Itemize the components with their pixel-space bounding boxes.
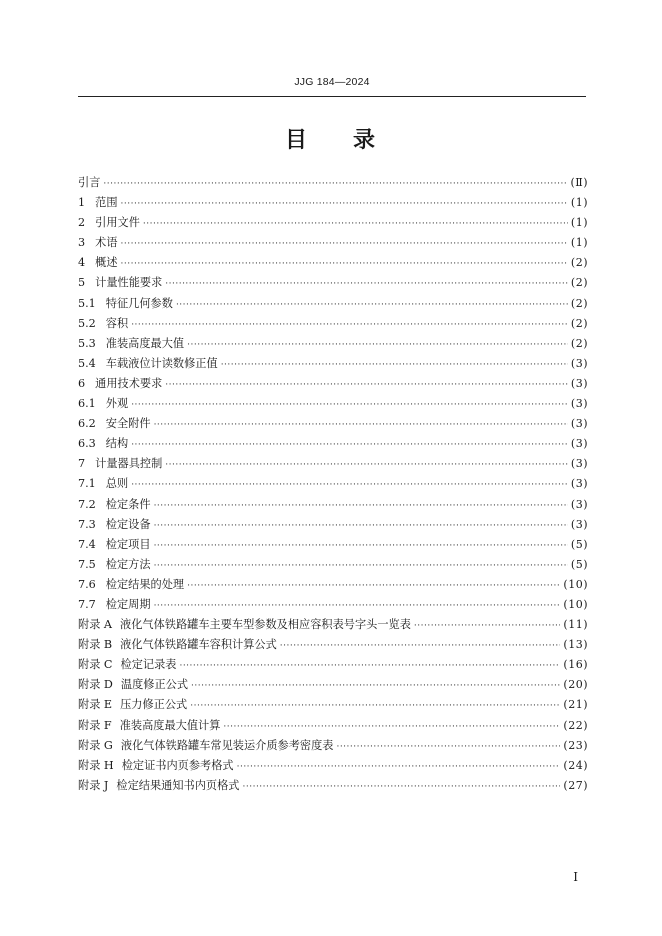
toc-entry[interactable] <box>78 273 588 293</box>
toc-dot-leader <box>131 475 568 495</box>
toc-entry[interactable] <box>78 414 588 434</box>
toc-entry-label: 检定结果通知书内页格式 <box>116 778 240 792</box>
toc-entry-label: 范围 <box>95 196 118 210</box>
toc-entry-number: 7.6 <box>78 577 96 591</box>
toc-entry-label: 液化气体铁路罐车主要车型参数及相应容积表号字头一览表 <box>120 618 411 632</box>
toc-entry[interactable] <box>78 374 588 394</box>
toc-entry-label: 引言 <box>78 176 101 189</box>
toc-entry-label: 准装高度最大值 <box>105 336 185 350</box>
toc-dot-leader <box>154 516 568 536</box>
toc-entry-page: (3) <box>570 457 588 471</box>
toc-dot-leader <box>165 375 568 395</box>
toc-entry-number: 附录 F <box>78 718 112 732</box>
toc-entry[interactable] <box>78 575 588 595</box>
title-char-2: 录 <box>353 127 378 153</box>
toc-entry-label: 结构 <box>105 437 129 451</box>
toc-entry-page: (3) <box>570 437 588 451</box>
toc-entry-label: 检定项目 <box>105 537 151 551</box>
toc-dot-leader <box>131 435 568 455</box>
toc-entry[interactable] <box>78 233 588 253</box>
toc-entry[interactable] <box>78 655 588 675</box>
toc-dot-leader <box>223 717 560 737</box>
toc-entry-number: 附录 C <box>78 658 113 672</box>
toc-entry[interactable] <box>78 294 588 314</box>
toc-entry-page: (22) <box>563 718 588 732</box>
toc-entry[interactable] <box>78 173 588 193</box>
toc-entry-page: (5) <box>570 537 588 551</box>
toc-entry[interactable] <box>78 253 588 273</box>
toc-entry-number: 5 <box>78 276 86 290</box>
toc-entry[interactable] <box>78 635 588 655</box>
toc-entry[interactable] <box>78 675 588 695</box>
toc-entry-page: (16) <box>563 658 588 672</box>
toc-entry[interactable] <box>78 615 588 635</box>
toc-dot-leader <box>143 214 568 234</box>
toc-entry-number: 6.2 <box>78 417 96 431</box>
toc-entry-page: (3) <box>570 397 588 411</box>
toc-dot-leader <box>165 274 568 294</box>
toc-entry[interactable] <box>78 314 588 334</box>
toc-entry[interactable] <box>78 595 588 615</box>
toc-entry-label: 液化气体铁路罐车常见装运介质参考密度表 <box>120 738 334 752</box>
toc-entry-label: 特征几何参数 <box>105 296 173 310</box>
toc-entry-label: 检定方法 <box>105 557 151 571</box>
toc-entry-page: (11) <box>563 618 588 632</box>
toc-dot-leader <box>280 636 561 656</box>
toc-entry[interactable] <box>78 394 588 414</box>
toc-entry-page: (21) <box>563 698 588 712</box>
toc-entry-label: 容积 <box>105 316 129 330</box>
toc-entry[interactable] <box>78 495 588 515</box>
toc-entry-label: 压力修正公式 <box>120 698 188 712</box>
toc-entry-number: 5.2 <box>78 316 96 330</box>
toc-entry-label: 液化气体铁路罐车容积计算公式 <box>120 638 277 652</box>
toc-entry-number: 7.2 <box>78 497 96 511</box>
page-title <box>0 123 662 154</box>
toc-entry-number: 7.5 <box>78 557 96 571</box>
toc-entry-page: (20) <box>563 678 588 692</box>
toc-entry-number: 5.3 <box>78 336 96 350</box>
toc-entry-page: (2) <box>570 256 588 270</box>
toc-entry-page: (10) <box>563 577 588 591</box>
toc-entry-page: (1) <box>570 196 588 210</box>
header-rule <box>78 96 586 97</box>
toc-entry-page: (3) <box>570 477 588 491</box>
toc-entry-label: 计量器具控制 <box>95 457 163 471</box>
toc-entry[interactable] <box>78 695 588 715</box>
toc-entry-page: (3) <box>570 376 588 390</box>
toc-entry-number: 5.1 <box>78 296 96 310</box>
toc-entry-label: 总则 <box>105 477 129 491</box>
toc-entry[interactable] <box>78 454 588 474</box>
toc-entry-page: (2) <box>570 336 588 350</box>
toc-dot-leader <box>190 696 560 716</box>
table-of-contents <box>78 173 588 796</box>
toc-entry-label: 术语 <box>95 236 118 250</box>
toc-dot-leader <box>131 315 568 335</box>
toc-entry-page: (3) <box>570 497 588 511</box>
toc-entry-number: 7 <box>78 457 86 471</box>
toc-entry-label: 安全附件 <box>105 417 151 431</box>
toc-entry-number: 附录 G <box>78 738 113 752</box>
toc-entry-page: (5) <box>570 557 588 571</box>
toc-dot-leader <box>121 254 568 274</box>
toc-entry[interactable] <box>78 776 588 796</box>
toc-dot-leader <box>191 676 560 696</box>
toc-entry[interactable] <box>78 756 588 776</box>
toc-entry-page: (13) <box>563 638 588 652</box>
toc-dot-leader <box>414 616 561 636</box>
toc-entry-number: 6 <box>78 376 86 390</box>
toc-dot-leader <box>154 496 568 516</box>
toc-entry[interactable] <box>78 474 588 494</box>
toc-entry-number: 7.3 <box>78 517 96 531</box>
toc-entry-label: 检定记录表 <box>120 658 177 672</box>
standard-code-header: JJG 184—2024 <box>294 76 370 88</box>
toc-entry-number: 1 <box>78 196 86 210</box>
toc-entry-page: (2) <box>570 316 588 330</box>
toc-entry-number: 附录 J <box>78 778 109 792</box>
toc-dot-leader <box>121 234 568 254</box>
toc-entry[interactable] <box>78 213 588 233</box>
toc-entry[interactable] <box>78 193 588 213</box>
toc-entry-page: (Ⅱ) <box>570 176 588 189</box>
toc-entry-number: 6.1 <box>78 397 96 411</box>
toc-entry-page: (3) <box>570 417 588 431</box>
toc-entry-number: 7.7 <box>78 597 96 611</box>
toc-entry-label: 通用技术要求 <box>95 376 163 390</box>
toc-entry-page: (24) <box>563 758 588 772</box>
title-char-1: 目 <box>284 127 309 153</box>
toc-entry[interactable] <box>78 535 588 555</box>
toc-entry-label: 外观 <box>105 397 129 411</box>
toc-entry-label: 车载液位计读数修正值 <box>105 356 218 370</box>
toc-entry-page: (3) <box>570 517 588 531</box>
toc-entry-number: 7.4 <box>78 537 96 551</box>
toc-entry[interactable] <box>78 434 588 454</box>
toc-entry[interactable] <box>78 354 588 374</box>
toc-entry-number: 附录 E <box>78 698 113 712</box>
toc-entry-number: 附录 A <box>78 618 113 632</box>
toc-entry-label: 检定证书内页参考格式 <box>121 758 234 772</box>
toc-dot-leader <box>154 536 568 556</box>
toc-entry-label: 准装高度最大值计算 <box>119 718 221 732</box>
toc-dot-leader <box>179 656 560 676</box>
toc-entry-number: 4 <box>78 256 86 270</box>
toc-entry-page: (2) <box>570 276 588 290</box>
toc-entry-page: (27) <box>563 778 588 792</box>
toc-entry-page: (23) <box>563 738 588 752</box>
toc-entry-number: 附录 B <box>78 638 113 652</box>
toc-entry[interactable] <box>78 716 588 736</box>
toc-entry-number: 3 <box>78 236 86 250</box>
toc-entry-label: 计量性能要求 <box>95 276 163 290</box>
toc-entry-page: (1) <box>570 236 588 250</box>
toc-entry-label: 检定条件 <box>105 497 151 511</box>
toc-dot-leader <box>103 174 567 194</box>
toc-dot-leader <box>336 737 560 757</box>
toc-dot-leader <box>243 777 561 797</box>
toc-entry-label: 概述 <box>95 256 118 270</box>
toc-entry-number: 5.4 <box>78 356 96 370</box>
toc-entry[interactable] <box>78 736 588 756</box>
toc-entry-number: 2 <box>78 216 86 230</box>
toc-dot-leader <box>187 576 560 596</box>
toc-dot-leader <box>154 556 568 576</box>
toc-dot-leader <box>154 415 568 435</box>
toc-dot-leader <box>165 455 568 475</box>
toc-entry-label: 温度修正公式 <box>120 678 189 692</box>
toc-entry-label: 检定设备 <box>105 517 151 531</box>
toc-entry[interactable] <box>78 515 588 535</box>
toc-dot-leader <box>131 395 568 415</box>
toc-entry-number: 附录 D <box>78 678 113 692</box>
toc-entry-page: (10) <box>563 597 588 611</box>
toc-entry-label: 检定结果的处理 <box>105 577 185 591</box>
toc-entry-page: (3) <box>570 356 588 370</box>
toc-dot-leader <box>187 335 568 355</box>
toc-entry-number: 7.1 <box>78 477 96 491</box>
toc-entry[interactable] <box>78 555 588 575</box>
toc-entry-number: 附录 H <box>78 758 114 772</box>
toc-entry-label: 引用文件 <box>95 216 140 230</box>
page-number: I <box>573 870 578 884</box>
toc-dot-leader <box>154 596 561 616</box>
toc-entry-page: (2) <box>570 296 588 310</box>
toc-entry[interactable] <box>78 334 588 354</box>
toc-entry-label: 检定周期 <box>105 597 151 611</box>
toc-entry-number: 6.3 <box>78 437 96 451</box>
toc-dot-leader <box>237 757 561 777</box>
toc-dot-leader <box>221 355 568 375</box>
toc-dot-leader <box>121 194 568 214</box>
toc-dot-leader <box>176 295 568 315</box>
toc-entry-page: (1) <box>570 216 588 230</box>
